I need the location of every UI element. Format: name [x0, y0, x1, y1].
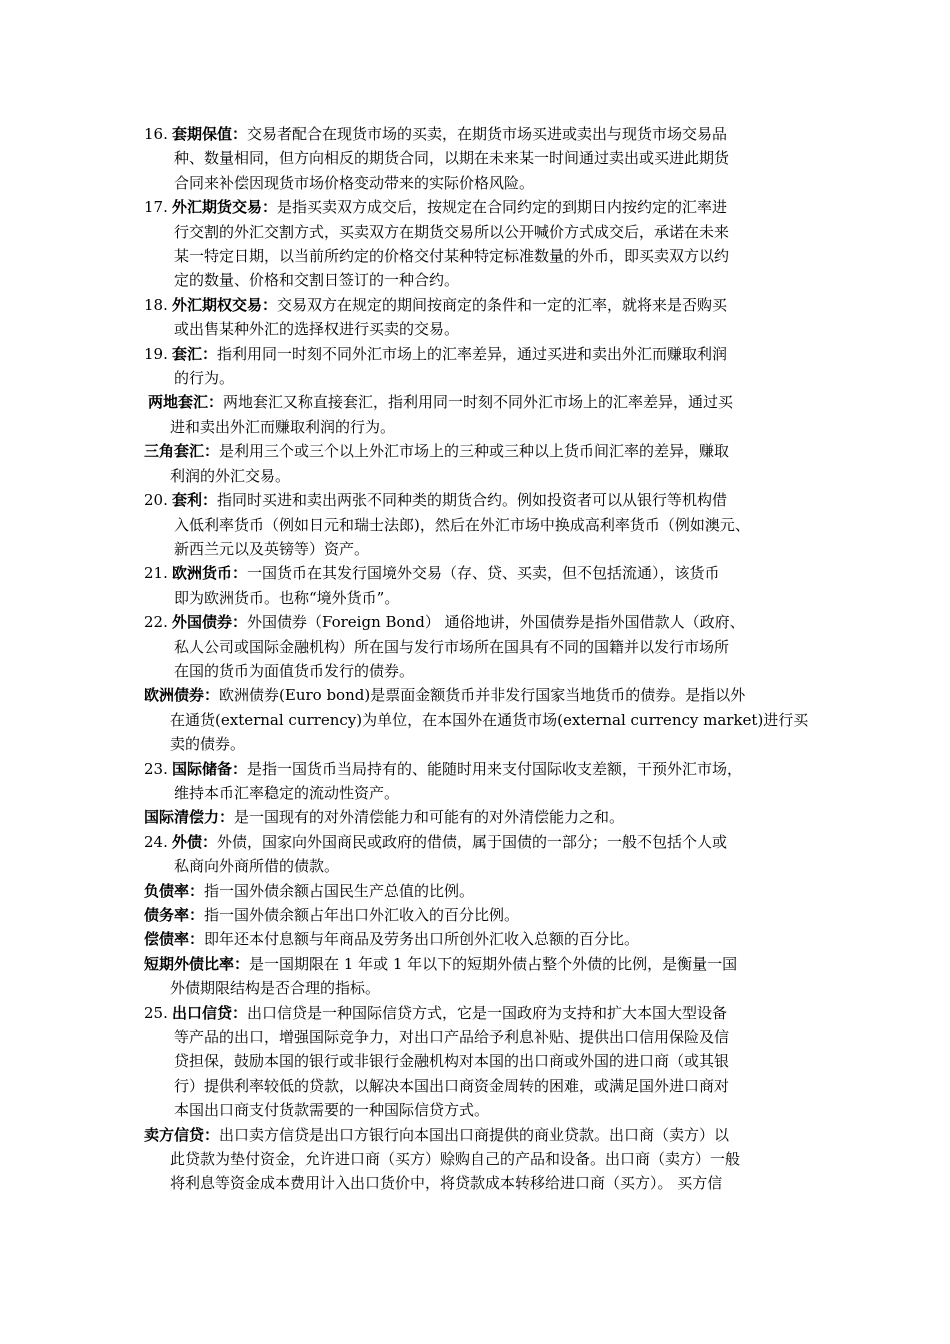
entry-continuation-line: [144, 513, 824, 537]
entry-text: 某一特定日期，以当前所约定的价格交付某种特定标准数量的外币，即买卖双方以约: [174, 247, 730, 266]
entry-number: 21.: [144, 564, 168, 583]
glossary-entry: [144, 805, 824, 829]
glossary-entry: [144, 1123, 824, 1196]
entry-text: 定的数量、价格和交割日签订的一种合约。: [174, 271, 460, 290]
entry-continuation-line: [144, 537, 824, 561]
glossary-entry: [144, 927, 824, 951]
entry-term: 国际清偿力：: [144, 808, 235, 827]
entry-term: 外汇期货交易：: [172, 198, 278, 217]
entry-continuation-line: [144, 268, 824, 292]
entry-first-line: [144, 683, 824, 707]
entry-term: 两地套汇：: [148, 393, 224, 412]
entry-text: 此贷款为垫付资金，允许进口商（买方）赊购自己的产品和设备。出口商（卖方）一般: [170, 1150, 741, 1169]
entry-continuation-line: [144, 1098, 824, 1122]
entry-first-line: [144, 610, 824, 634]
entry-text: 出口卖方信贷是出口方银行向本国出口商提供的商业贷款。出口商（卖方）以: [219, 1125, 730, 1144]
entry-first-line: [144, 390, 824, 414]
entry-number: 25.: [144, 1003, 168, 1022]
entry-term: 外债：: [172, 832, 218, 851]
glossary-entry: [144, 830, 824, 879]
entry-text: 交易双方在规定的期间按商定的条件和一定的汇率，就将来是否购买: [277, 295, 728, 314]
entry-text: 将利息等资金成本费用计入出口货价中，将贷款成本转移给进口商（买方）。 买方信: [170, 1174, 723, 1193]
entry-first-line: [144, 1123, 824, 1147]
glossary-entry: [144, 952, 824, 1001]
glossary-entry: [144, 122, 824, 195]
entry-text: 进和卖出外汇而赚取利润的行为。: [170, 417, 396, 436]
glossary-entry: [144, 195, 824, 293]
entry-number: 18.: [144, 295, 168, 314]
entry-continuation-line: [144, 464, 824, 488]
entry-term: 外国债券：: [172, 613, 248, 632]
entry-number: 24.: [144, 832, 168, 851]
entry-term: 出口信贷：: [172, 1003, 248, 1022]
entry-continuation-line: [144, 244, 824, 268]
entry-text: 指利用同一时刻不同外汇市场上的汇率差异，通过买进和卖出外汇而赚取利润: [217, 344, 728, 363]
entry-text: 行）提供利率较低的贷款，以解决本国出口商资金周转的困难，或满足国外进口商对: [174, 1076, 730, 1095]
entry-continuation-line: [144, 854, 824, 878]
entry-term: 欧洲货币：: [172, 564, 248, 583]
entry-text: 一国货币在其发行国境外交易（存、贷、买卖，但不包括流通），该货币: [247, 564, 720, 583]
entry-text: 卖的债券。: [170, 735, 246, 754]
entry-number: 19.: [144, 344, 168, 363]
entry-text: 私人公司或国际金融机构）所在国与发行市场所在国具有不同的国籍并以发行市场所: [174, 637, 730, 656]
entry-number: 20.: [144, 491, 168, 510]
entry-first-line: [144, 293, 824, 317]
entry-text: 贷担保，鼓励本国的银行或非银行金融机构对本国的出口商或外国的进口商（或其银: [174, 1052, 730, 1071]
entry-text: 或出售某种外汇的选择权进行买卖的交易。: [174, 320, 460, 339]
glossary-entry: [144, 757, 824, 806]
entry-term: 套汇：: [172, 344, 218, 363]
entry-text: 两地套汇又称直接套汇，指利用同一时刻不同外汇市场上的汇率差异，通过买: [223, 393, 734, 412]
entry-term: 三角套汇：: [144, 442, 220, 461]
entry-first-line: [144, 757, 824, 781]
entry-continuation-line: [144, 1147, 824, 1171]
entry-first-line: [144, 122, 824, 146]
entry-first-line: [144, 488, 824, 512]
entry-text: 交易者配合在现货市场的买卖，在期货市场买进或卖出与现货市场交易品: [247, 125, 728, 143]
entry-text: 私商向外商所借的债款。: [174, 857, 340, 876]
glossary-entry: [144, 342, 824, 391]
entry-continuation-line: [144, 1049, 824, 1073]
entry-first-line: [144, 342, 824, 366]
entry-text: 入低利率货币（例如日元和瑞士法郎)，然后在外汇市场中换成高利率货币（例如澳元、: [174, 515, 750, 534]
entry-text: 外债，国家向外国商民或政府的借债，属于国债的一部分；一般不包括个人或: [217, 832, 728, 851]
entry-text: 行交割的外汇交割方式，买卖双方在期货交易所以公开喊价方式成交后，承诺在未来: [174, 222, 730, 241]
entry-continuation-line: [144, 1074, 824, 1098]
entry-text: 利润的外汇交易。: [170, 466, 291, 485]
entry-term: 套利：: [172, 491, 218, 510]
entry-continuation-line: [144, 220, 824, 244]
glossary-entry: [144, 610, 824, 683]
glossary-entry: [144, 879, 824, 903]
entry-term: 偿债率：: [144, 930, 205, 949]
entry-term: 欧洲债券：: [144, 686, 220, 705]
entry-text: 欧洲债券(Euro bond)是票面金额货币并非发行国家当地货币的债券。是指以外: [219, 686, 746, 705]
entry-continuation-line: [144, 976, 824, 1000]
entry-continuation-line: [144, 635, 824, 659]
entry-text: 外国债券（Foreign Bond） 通俗地讲，外国债券是指外国借款人（政府、: [247, 613, 745, 632]
entry-number: 23.: [144, 759, 168, 778]
entry-first-line: [144, 1001, 824, 1025]
entry-number: 22.: [144, 613, 168, 632]
entry-text: 即年还本付息额与年商品及劳务出口所创外汇收入总额的百分比。: [204, 930, 640, 949]
entry-term: 卖方信贷：: [144, 1125, 220, 1144]
entry-term: 债务率：: [144, 906, 205, 924]
glossary-entry: [144, 683, 824, 756]
entry-text: 新西兰元以及英镑等）资产。: [174, 539, 370, 558]
entry-continuation-line: [144, 146, 824, 170]
entry-text: 是利用三个或三个以上外汇市场上的三种或三种以上货币间汇率的差异，赚取: [219, 442, 730, 461]
glossary-entry: [144, 488, 824, 561]
entry-first-line: [144, 805, 824, 829]
entry-text: 是一国期限在 1 年或 1 年以下的短期外债占整个外债的比例，是衡量一国: [249, 954, 738, 973]
entry-text: 外债期限结构是否合理的指标。: [170, 979, 381, 998]
entry-text: 指一国外债余额占国民生产总值的比例。: [204, 881, 475, 900]
entry-text: 的行为。: [174, 369, 235, 388]
entry-text: 出口信贷是一种国际信贷方式，它是一国政府为支持和扩大本国大型设备: [247, 1003, 728, 1022]
entry-text: 指一国外债余额占年出口外汇收入的百分比例。: [204, 906, 520, 924]
entry-text: 在国的货币为面值货币发行的债券。: [174, 661, 415, 680]
entry-number: 17.: [144, 198, 168, 217]
entry-text: 等产品的出口，增强国际竞争力，对出口产品给予利息补贴、提供出口信用保险及信: [174, 1028, 730, 1047]
entry-term: 短期外债比率：: [144, 954, 250, 973]
entry-number: 16.: [144, 125, 168, 143]
entry-continuation-line: [144, 659, 824, 683]
entry-first-line: [144, 439, 824, 463]
glossary-entry: [144, 293, 824, 342]
glossary-entry: [144, 1001, 824, 1123]
entry-first-line: [144, 561, 824, 585]
glossary-entry: [144, 439, 824, 488]
entry-first-line: [144, 952, 824, 976]
entry-first-line: [144, 830, 824, 854]
entry-term: 负债率：: [144, 881, 205, 900]
entry-text: 维持本币汇率稳定的流动性资产。: [174, 783, 400, 802]
entry-first-line: [144, 879, 824, 903]
entry-text: 合同来补偿因现货市场价格变动带来的实际价格风险。: [174, 173, 535, 192]
entry-text: 是指买卖双方成交后，按规定在合同约定的到期日内按约定的汇率进: [277, 198, 728, 217]
entry-continuation-line: [144, 415, 824, 439]
entry-continuation-line: [144, 171, 824, 195]
document-page: [144, 122, 824, 1196]
entry-term: 套期保值：: [172, 125, 248, 143]
entry-first-line: [144, 903, 824, 927]
entry-continuation-line: [144, 708, 824, 732]
entry-continuation-line: [144, 781, 824, 805]
entry-text: 指同时买进和卖出两张不同种类的期货合约。例如投资者可以从银行等机构借: [217, 491, 728, 510]
glossary-entry: [144, 561, 824, 610]
entry-continuation-line: [144, 366, 824, 390]
glossary-entry: [144, 390, 824, 439]
entry-continuation-line: [144, 1025, 824, 1049]
entry-text: 即为欧洲货币。也称“境外货币”。: [174, 588, 400, 607]
entry-continuation-line: [144, 586, 824, 610]
entry-continuation-line: [144, 317, 824, 341]
glossary-entry: [144, 903, 824, 927]
entry-first-line: [144, 927, 824, 951]
entry-text: 本国出口商支付货款需要的一种国际信贷方式。: [174, 1101, 490, 1120]
entry-continuation-line: [144, 1171, 824, 1195]
entry-text: 是一国现有的对外清偿能力和可能有的对外清偿能力之和。: [234, 808, 625, 827]
entry-text: 是指一国货币当局持有的、能随时用来支付国际收支差额，干预外汇市场，: [247, 759, 743, 778]
entry-text: 在通货(external currency)为单位，在本国外在通货市场(external currency market)进行买: [170, 710, 809, 729]
entry-first-line: [144, 195, 824, 219]
entry-term: 国际储备：: [172, 759, 248, 778]
entry-continuation-line: [144, 732, 824, 756]
entry-term: 外汇期权交易：: [172, 295, 278, 314]
entry-text: 种、数量相同，但方向相反的期货合同，以期在未来某一时间通过卖出或买进此期货: [174, 149, 730, 168]
